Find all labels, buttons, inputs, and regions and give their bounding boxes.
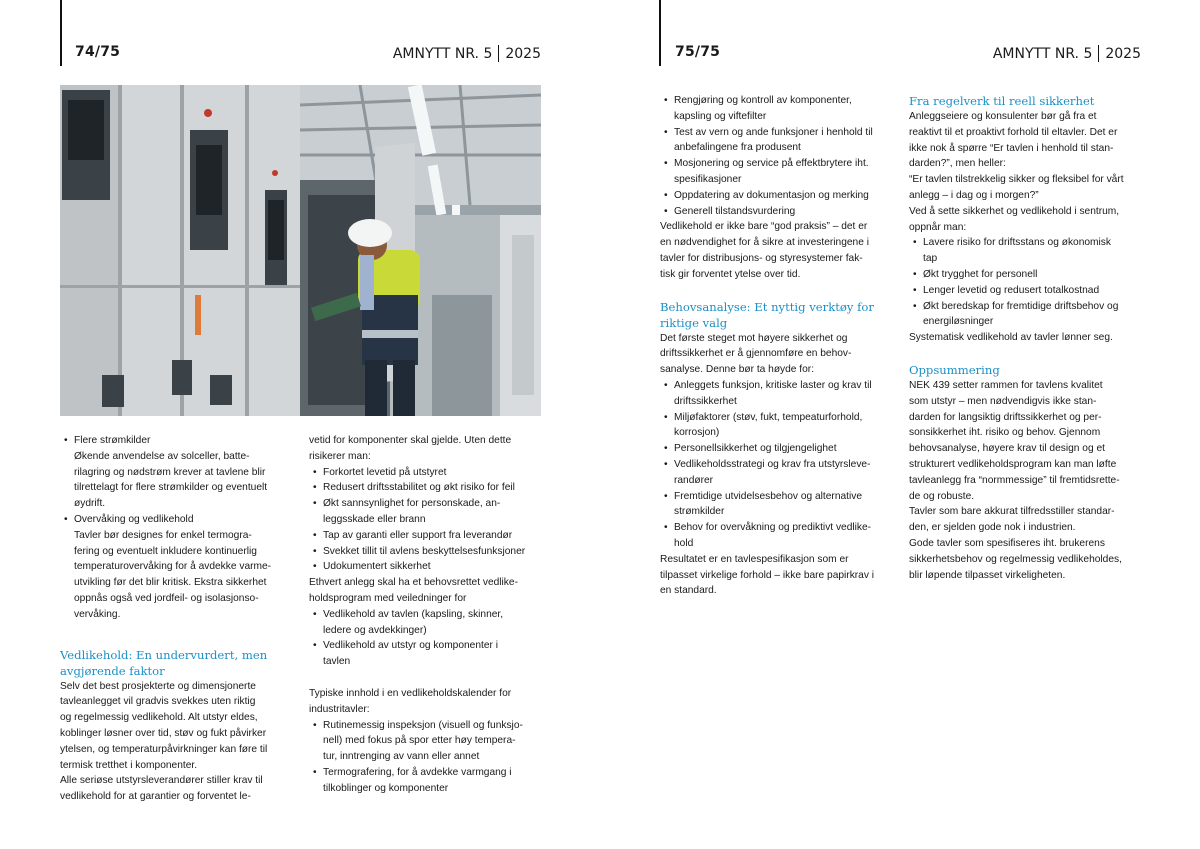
paragraph: Ved å sette sikkerhet og vedlikehold i sentrum, oppnår man: xyxy=(909,205,1120,233)
paragraph: Alle seriøse utstyrsleverandører stiller krav til vedlikehold for at garantier og forventet le- xyxy=(60,775,263,803)
list-item: • Test av vern og ande funksjoner i henhold til anbefalingene fra produsent xyxy=(660,125,900,157)
paragraph: Gode tavler som spesifiseres iht. brukerens sikkerhetsbehov og regelmessig vedlikeholdes, blir løpende tilpasset virkeligheten. xyxy=(909,537,1122,581)
list-item: • Udokumentert sikkerhet xyxy=(309,559,549,575)
paragraph: Ethvert anlegg skal ha et behovsrettet vedlike- holdsprogram med veiledninger for xyxy=(309,577,518,604)
list-item: • Forkortet levetid på utstyret xyxy=(309,465,549,481)
list-item: • Generell tilstandsvurdering xyxy=(660,204,900,220)
paragraph: Selv det best prosjekterte og dimensjonerte tavleanlegget vil gradvis svekkes uten riktig og regelmessig vedlikehold. Alt utstyr eldes, koblinger løsner over tid, støv og fukt påvirker ytelsen, og temperaturpåvirkninger kan føre til termisk tretthet i komponenter. xyxy=(60,680,268,771)
list-item: • Redusert driftsstabilitet og økt risiko for feil xyxy=(309,480,549,496)
left-running-header xyxy=(393,45,541,62)
bullet-list-sources xyxy=(60,433,300,623)
list-item: • Lavere risiko for driftsstans og økonomisk tap xyxy=(909,235,1149,267)
list-item: • Overvåking og vedlikehold Tavler bør designes for enkel termogra- fering og eventuelt inkludere kontinuerlig temperaturovervåking for å avdekke varme- utvikling før det blir kritisk. Ekstra sikkerhet oppnås også ved jordfeil- og isolasjonso- vervåking. xyxy=(60,512,300,623)
column-1 xyxy=(60,433,300,805)
list-item: • Økt sannsynlighet for personskade, an- leggsskade eller brann xyxy=(309,496,549,528)
paragraph: Typiske innhold i en vedlikeholdskalender for industritavler: xyxy=(309,687,512,715)
paragraph: vetid for komponenter skal gjelde. Uten dette risikerer man: xyxy=(309,435,512,462)
list-item: • Mosjonering og service på effektbrytere iht. spesifikasjoner xyxy=(660,156,900,188)
list-item: • Tap av garanti eller support fra leverandør xyxy=(309,528,549,544)
left-page-number: 74/75 xyxy=(75,44,121,60)
switchboard-technician-photo xyxy=(60,85,541,416)
list-item: • Flere strømkilder Økende anvendelse av solceller, batte- rilagring og nødstrøm krever at tavlene blir tilrettelagt for flere strømkilder og eventuelt øydrift. xyxy=(60,433,300,512)
paragraph: Resultatet er en tavlespesifikasjon som er tilpasset virkelige forhold – ikke bare papirkrav i en standard. xyxy=(660,553,875,597)
section-heading-vedlikehold: Vedlikehold: En undervurdert, men avgjørende faktor xyxy=(60,647,268,678)
list-item: • Miljøfaktorer (støv, fukt, tempeaturforhold, korrosjon) xyxy=(660,410,900,442)
right-page-rule xyxy=(659,0,661,66)
list-item: • Rutinemessig inspeksjon (visuell og funksjo- nell) med fokus på spor etter høy tempera- tur, inntrenging av vann eller annet xyxy=(309,718,549,765)
paragraph: Det første steget mot høyere sikkerhet og driftssikkerhet er å gjennomføre en behov- sanalyse. Denne bør ta høyde for: xyxy=(660,332,852,376)
paragraph: Anleggseiere og konsulenter bør gå fra et reaktivt til et proaktivt forhold til eltavler. Det er ikke nok å spørre “Er tavlen i henhold til stan- darden?”, men heller: xyxy=(909,111,1118,170)
magazine-title: AMNYTT NR. 5 xyxy=(392,45,493,62)
section-heading-behovsanalyse: Behovsanalyse: Et nyttig verktøy for riktige valg xyxy=(660,299,874,330)
bullet-list-needs xyxy=(660,378,900,552)
list-item: • Vedlikehold av utstyr og komponenter i tavlen xyxy=(309,638,549,670)
list-item: • Personellsikkerhet og tilgjengelighet xyxy=(660,441,900,457)
paragraph: Vedlikehold er ikke bare “god praksis” – det er en nødvendighet for å sikre at investeringene i tavler for distribusjons- og styresystemer fak- tisk gir forventet ytelse over tid. xyxy=(660,221,869,280)
bullet-list-calendar xyxy=(309,718,549,797)
list-item: • Vedlikeholdsstrategi og krav fra utstyrsleve- randører xyxy=(660,457,900,489)
list-item: • Behov for overvåkning og prediktivt vedlike- hold xyxy=(660,520,900,552)
bullet-list-program xyxy=(309,607,549,670)
list-item: • Fremtidige utvidelsesbehov og alternative strømkilder xyxy=(660,489,900,521)
bullet-list-risks xyxy=(309,465,549,576)
section-heading-regelverk: Fra regelverk til reell sikkerhet xyxy=(909,94,1095,108)
magazine-title: AMNYTT NR. 5 xyxy=(992,45,1093,62)
magazine-year: 2025 xyxy=(1105,45,1141,62)
paragraph: “Er tavlen tilstrekkelig sikker og fleksibel for vårt anlegg – i dag og i morgen?” xyxy=(909,174,1124,201)
list-item: • Termografering, for å avdekke varmgang i tilkoblinger og komponenter xyxy=(309,765,549,797)
list-item: • Vedlikehold av tavlen (kapsling, skinner, ledere og avdekkinger) xyxy=(309,607,549,639)
bullet-list-gains xyxy=(909,235,1149,330)
column-2 xyxy=(309,433,549,797)
list-item: • Økt beredskap for fremtidige driftsbehov og energiløsninger xyxy=(909,299,1149,331)
list-item: • Svekket tillit til avlens beskyttelsesfunksjoner xyxy=(309,544,549,560)
left-page-rule xyxy=(60,0,62,66)
paragraph: Systematisk vedlikehold av tavler lønner seg. xyxy=(909,332,1113,344)
paragraph: NEK 439 setter rammen for tavlens kvalitet som utstyr – men nødvendigvis ikke stan- darden for langsiktig driftssikkerhet og per- sonsikkerhet iht. risiko og behov. Gjennom behovsanalyse, høyere krav til design og et strukturert vedlikeholdsprogram kan man løfte tavleanlegg fra “normmessige” til fremtidsrette- de og robuste. xyxy=(909,379,1120,502)
list-item: • Økt trygghet for personell xyxy=(909,267,1149,283)
column-4 xyxy=(909,93,1149,583)
right-page-number: 75/75 xyxy=(675,44,721,60)
column-3 xyxy=(660,93,900,599)
right-running-header xyxy=(993,45,1141,62)
list-item: • Rengjøring og kontroll av komponenter, kapsling og viftefilter xyxy=(660,93,900,125)
section-heading-oppsummering: Oppsummering xyxy=(909,362,1000,377)
paragraph: Tavler som bare akkurat tilfredsstiller standar- den, er sjelden gode nok i industrien. xyxy=(909,506,1115,534)
list-item: • Oppdatering av dokumentasjon og merking xyxy=(660,188,900,204)
list-item: • Lenger levetid og redusert totalkostnad xyxy=(909,283,1149,299)
magazine-year: 2025 xyxy=(505,45,541,62)
list-item: • Anleggets funksjon, kritiske laster og krav til driftssikkerhet xyxy=(660,378,900,410)
bullet-list-checks xyxy=(660,93,900,219)
